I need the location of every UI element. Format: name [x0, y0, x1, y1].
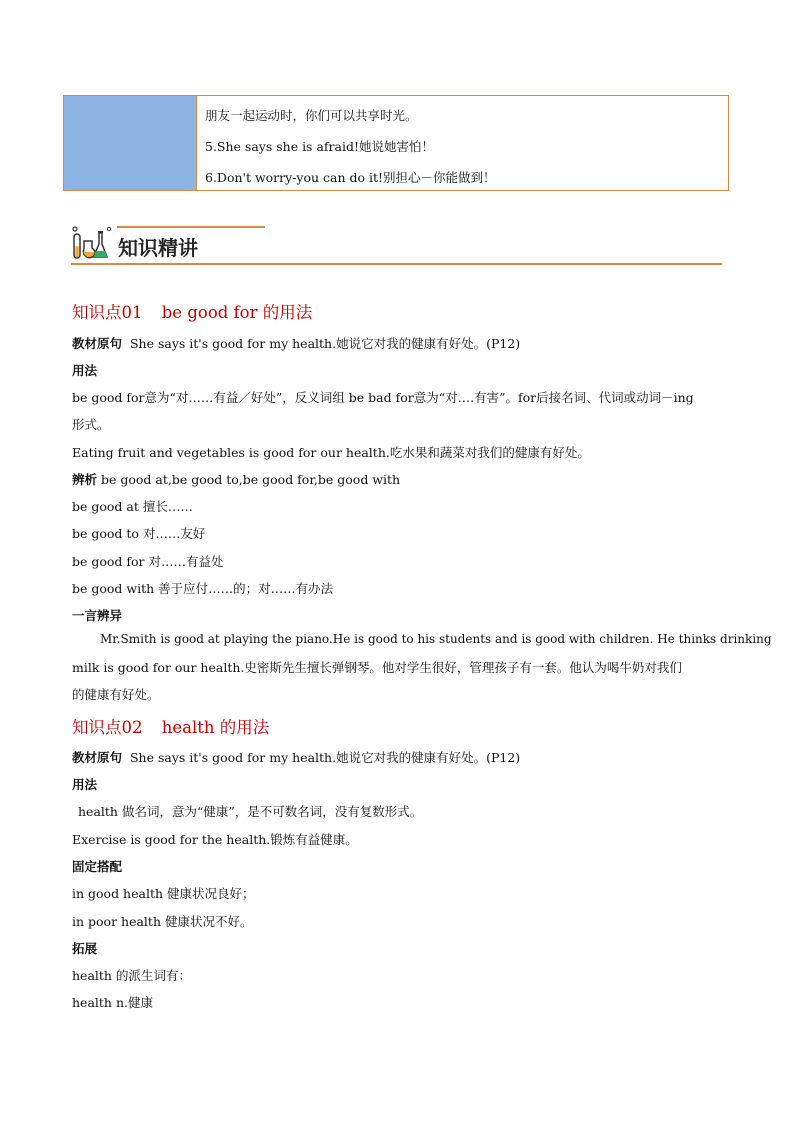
- collocation-item: in poor health 健康状况不好。: [72, 914, 253, 929]
- point2-heading: [72, 714, 269, 738]
- table-text-cell: [197, 96, 728, 190]
- table-line: 6.Don't worry-you can do it!别担心－你能做到！: [205, 170, 496, 185]
- one-word-text: milk is good for our health.史密斯先生擅长弹钢琴。他对学生很好，管理孩子有一套。他认为喝牛奶对我们: [72, 660, 682, 675]
- point2-title: health 的用法: [161, 718, 270, 737]
- collocation-item: in good health 健康状况良好；: [72, 886, 255, 901]
- table-color-cell: [64, 96, 197, 190]
- analysis-label: 辨析: [72, 472, 98, 487]
- chemistry-flask-icon: [71, 224, 111, 262]
- banner-top-rule: [117, 226, 265, 228]
- list-item: be good at 擅长……: [72, 499, 193, 514]
- extension-text: health 的派生词有：: [72, 968, 191, 983]
- source-text: She says it's good for my health.她说它对我的健康有好处。(P12): [129, 336, 521, 351]
- one-word-label: 一言辨异: [72, 608, 123, 623]
- analysis-line: [72, 470, 400, 488]
- point2-label: 知识点02: [72, 718, 143, 737]
- list-item: be good with 善于应付……的；对……有办法: [72, 581, 334, 596]
- one-word-text: Mr.Smith is good at playing the piano.He is good to his students and is good with children. He thinks drinking: [100, 632, 772, 646]
- section-banner: [71, 224, 722, 266]
- example-sentence: Eating fruit and vegetables is good for our health.吃水果和蔬菜对我们的健康有好处。: [72, 445, 590, 460]
- example-sentence: Exercise is good for the health.锻炼有益健康。: [72, 832, 358, 847]
- usage-text: be good for意为“对……有益／好处”，反义词组 be bad for意为“对….有害”。for后接名词、代词或动词－ing: [72, 390, 694, 405]
- section-title: 知识精讲: [118, 236, 198, 260]
- extension-label: 拓展: [72, 941, 98, 956]
- usage-text: health 做名词，意为“健康”，是不可数名词，没有复数形式。: [78, 804, 423, 819]
- derived-word: health n.健康: [72, 995, 153, 1010]
- list-item: be good to 对……友好: [72, 526, 206, 541]
- source-label: 教材原句: [72, 336, 123, 351]
- point1-title: be good for 的用法: [161, 303, 313, 322]
- collocation-label: 固定搭配: [72, 859, 123, 874]
- point2-source: [72, 748, 520, 766]
- point1-source: [72, 334, 520, 352]
- analysis-text: be good at,be good to,be good for,be good with: [101, 472, 401, 487]
- usage-label: 用法: [72, 777, 98, 792]
- table-line: 5.She says she is afraid!她说她害怕！: [205, 139, 434, 154]
- banner-bottom-rule: [71, 263, 722, 265]
- table-line: 朋友一起运动时，你们可以共享时光。: [205, 108, 418, 123]
- dialogue-table: [63, 95, 729, 191]
- usage-label: 用法: [72, 363, 98, 378]
- point1-label: 知识点01: [72, 303, 143, 322]
- source-text: She says it's good for my health.她说它对我的健康有好处。(P12): [129, 750, 521, 765]
- usage-text: 形式。: [72, 417, 110, 432]
- source-label: 教材原句: [72, 750, 123, 765]
- one-word-text: 的健康有好处。: [72, 687, 160, 702]
- list-item: be good for 对……有益处: [72, 554, 224, 569]
- point1-heading: [72, 299, 312, 323]
